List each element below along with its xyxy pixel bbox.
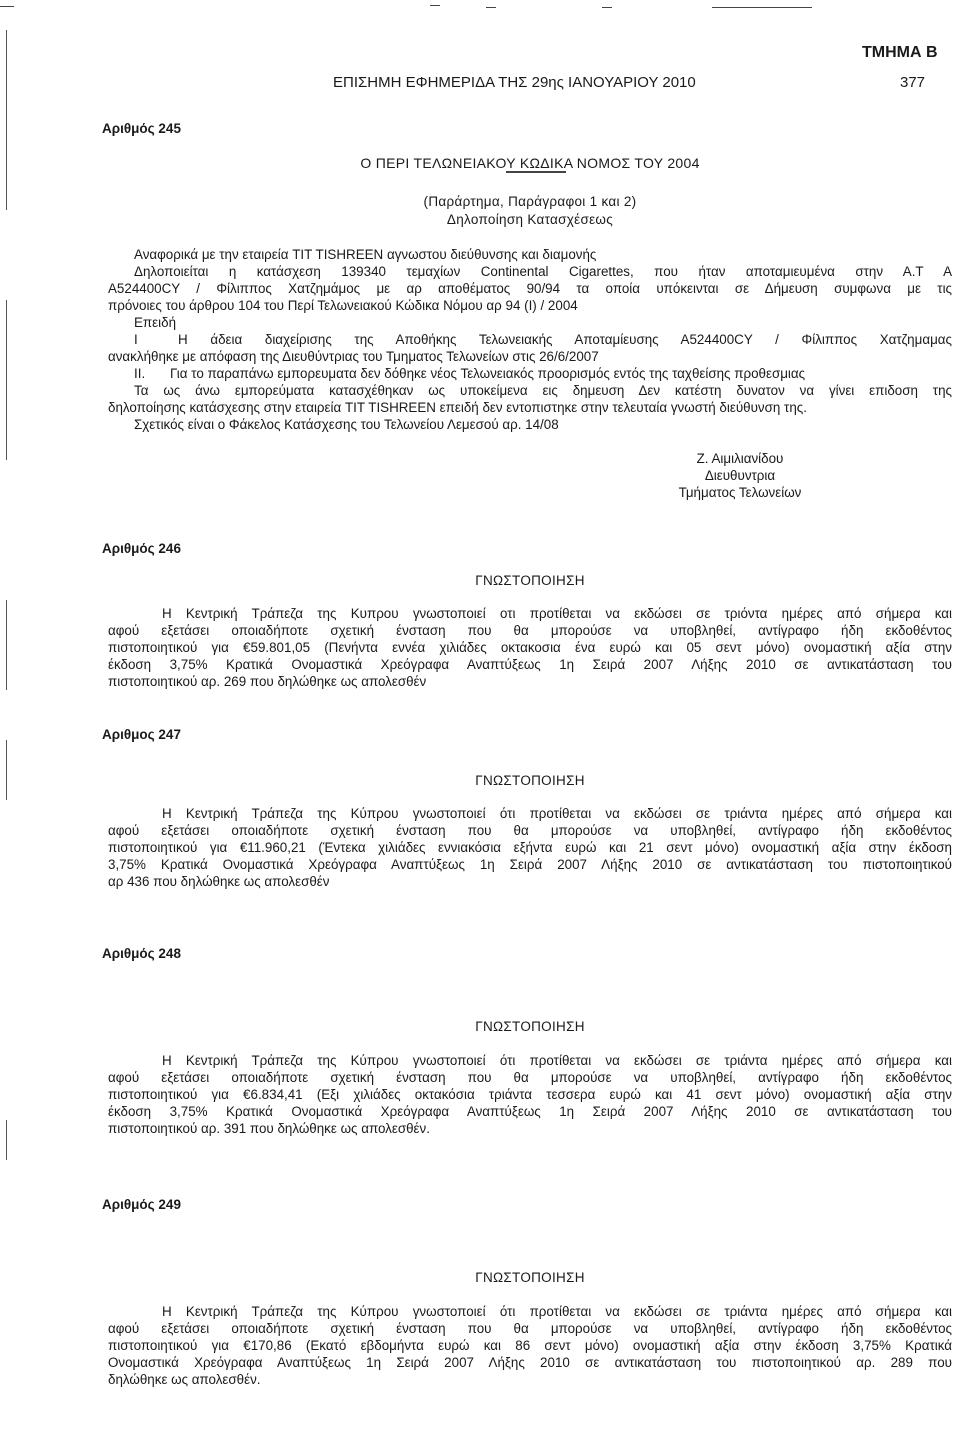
- scan-artifact-line: [486, 7, 496, 8]
- notice-number: Αριθμός 248: [102, 946, 181, 961]
- body-line: ανακλήθηκε με απόφαση της Διευθύντριας του Τμηματος Τελωνείων στις 26/6/2007: [108, 349, 599, 364]
- body-line: Για το παραπάνω εμπορευματα δεν δόθηκε νέος Τελωνειακός προορισμός εντός της ταχθείσης προθεσμιας: [170, 366, 806, 381]
- scan-artifact-bar: [6, 30, 7, 210]
- notice-heading: ΓΝΩΣΤΟΠΟΙΗΣΗ: [475, 1270, 585, 1285]
- signatory-title: Διευθυντρια: [704, 468, 776, 483]
- body-line: πιστοποιητικού για €6.834,41 (Εξι χιλιάδες οκτακόσια τριάντα τεσσερα ευρώ και 41 σεντ μόνο) ονομαστική αξία στην: [108, 1087, 952, 1102]
- body-line: Η Κεντρική Τράπεζα της Κύπρου γνωστοποιεί ότι προτίθεται να εκδώσει σε τριάντα ημέρες από σήμερα και: [162, 806, 952, 821]
- body-line: Η άδεια διαχείρισης της Αποθήκης Τελωνειακής Αποταμίευσης Α524400CY / Φίλιππος Χατζημαμας: [178, 332, 952, 347]
- body-line: Α524400CY / Φίλιππος Χατζημάμος με αρ αποθέματος 90/94 τα οποία υπόκεινται σε Δήμευση συμφωνα με τις: [108, 281, 952, 296]
- list-item: [108, 331, 952, 348]
- body-line: αρ 436 που δηλώθηκε ως απολεσθέν: [108, 874, 330, 889]
- subtitle: Δηλοποίηση Κατασχέσεως: [446, 212, 614, 227]
- signatory-dept: Τμήματος Τελωνείων: [678, 485, 802, 500]
- since-label: Επειδή: [134, 315, 177, 330]
- scan-artifact-line: [0, 6, 14, 7]
- scan-artifact-line: [712, 7, 812, 8]
- body-line: πρόνοιες του άρθρου 104 του Περί Τελωνειακού Κώδικα Νόμου αρ 94 (I) / 2004: [108, 298, 578, 313]
- body-line: Ονομαστικά Χρεόγραφα Αναπτύξεως 1η Σειρά 2007 Λήξης 2010 σε αντικατάσταση του πιστοποιητικού αρ. 289 που: [108, 1355, 952, 1370]
- body-line: πιστοποιητικού αρ. 391 που δηλώθηκε ως απολεσθέν.: [108, 1121, 430, 1136]
- notice-number: Αριθμός 245: [102, 121, 181, 136]
- signatory-name: Ζ. Αιμιλιανίδου: [696, 451, 784, 466]
- body-line: 3,75% Κρατικά Ονομαστικά Χρεόγραφα Αναπτύξεως 1η Σειρά 2007 Λήξης 2010 σε αντικατάσταση του πιστοποιητικού: [108, 857, 952, 872]
- section-label: ΤΜΗΜΑ Β: [862, 44, 938, 61]
- notice-246-body: [108, 605, 952, 690]
- underline: [506, 171, 566, 173]
- notice-248-body: [108, 1052, 952, 1137]
- notice-245-body: [108, 246, 952, 433]
- body-line: δηλώθηκε ως απολεσθέν.: [108, 1372, 261, 1387]
- notice-heading: ΓΝΩΣΤΟΠΟΙΗΣΗ: [475, 773, 585, 788]
- notice-number: Αριθμός 249: [102, 1197, 181, 1212]
- body-line: έκδοση 3,75% Κρατικά Ονομαστικά Χρεόγραφα Αναπτύξεως 1η Σειρά 2007 Λήξης 2010 σε αντικατάσταση του: [108, 657, 952, 672]
- body-line: αφού εξετάσει οποιαδήποτε σχετική ένσταση που θα μπορούσε να υποβληθεί, αντίγραφο ήδη εκδοθέντος: [108, 1070, 952, 1085]
- body-line: Σχετικός είναι ο Φάκελος Κατάσχεσης του Τελωνείου Λεμεσού αρ. 14/08: [134, 417, 559, 432]
- scan-artifact-line: [602, 7, 612, 8]
- page-number: 377: [900, 74, 926, 91]
- list-marker: I: [134, 332, 138, 347]
- body-line: έκδοση 3,75% Κρατικά Ονομαστικά Χρεόγραφα Αναπτύξεως 1η Σειρά 2007 Λήξης 2010 σε αντικατάσταση του: [108, 1104, 952, 1119]
- gazette-title: ΕΠΙΣΗΜΗ ΕΦΗΜΕΡΙΔΑ ΤΗΣ 29ης ΙΑΝΟΥΑΡΙΟΥ 2010: [333, 74, 696, 91]
- notice-heading: ΓΝΩΣΤΟΠΟΙΗΣΗ: [475, 1019, 585, 1034]
- body-line: Η Κεντρική Τράπεζα της Κυπρου γνωστοποιεί οτι προτίθεται να εκδώσει σε τριόντα ημέρες από σήμερα και: [162, 606, 952, 621]
- body-line: Δηλοποιείται η κατάσχεση 139340 τεμαχίων Continental Cigarettes, που ήταν αποταμιευμένα στην Α.Τ Α: [134, 264, 952, 279]
- notice-249-body: [108, 1303, 952, 1388]
- body-line: Αναφορικά με την εταιρεία TIT TISHREEN αγνωστου διεύθυνσης και διαμονής: [134, 247, 597, 262]
- body-line: πιστοποιητικού για €170,86 (Εκατό εβδομήντα ευρώ και 86 σεντ μόνο) ονομαστική αξία στην έκδοση 3,75% Κρατικά: [108, 1338, 952, 1353]
- notice-247-body: [108, 805, 952, 890]
- annex-line: (Παράρτημα, Παράγραφοι 1 και 2): [423, 194, 637, 209]
- scan-artifact-line: [430, 5, 440, 6]
- body-line: Τα ως άνω εμπορεύματα κατασχέθηκαν ως υποκείμενα εις δημευση Δεν κατέστη δυνατον να γίνει επιδοση της: [134, 383, 952, 398]
- list-marker: II.: [134, 366, 146, 381]
- body-line: Η Κεντρική Τράπεζα της Κύπρου γνωστοποιεί ότι προτίθεται να εκδώσει σε τριάντα ημέρες από σήμερα και: [162, 1053, 952, 1068]
- body-line: δηλοποίησης κατάσχεσης στην εταιρεία TIT TISHREEN επειδή δεν εντοπιστηκε στην τελευταία γνωστή διεύθυνση της.: [108, 400, 807, 415]
- notice-number: Αριθμος 247: [102, 727, 181, 742]
- body-line: πιστοποιητικού για €59.801,05 (Πενήντα εννέα χιλιάδες οκτακοσια ένα ευρώ και 05 σεντ μόνο) ονομαστική αξία στην: [108, 640, 952, 655]
- scan-artifact-bar: [6, 600, 7, 690]
- body-line: αφού εξετάσει οποιαδήποτε σχετική ένσταση που θα μπορούσε να υποβληθεί, αντίγραφο ήδη εκδοθέντος: [108, 823, 952, 838]
- scan-artifact-bar: [6, 1120, 7, 1160]
- body-line: αφού εξετάσει οποιαδήποτε σχετική ένσταση που θα μπορούσε να υποβληθεί, αντίγραφο ήδη εκδοθέντος: [108, 623, 952, 638]
- scan-artifact-bar: [6, 300, 7, 460]
- signature-block: [660, 450, 820, 501]
- notice-heading: ΓΝΩΣΤΟΠΟΙΗΣΗ: [475, 573, 585, 588]
- law-title: Ο ΠΕΡΙ ΤΕΛΩΝΕΙΑΚΟΥ ΚΩΔΙΚΑ ΝΟΜΟΣ ΤΟΥ 2004: [360, 155, 700, 171]
- body-line: αφού εξετάσει οποιαδήποτε σχετική ένσταση που θα μπορούσε να υποβληθεί, αντίγραφο ήδη εκδοθέντος: [108, 1321, 952, 1336]
- body-line: Η Κεντρική Τράπεζα της Κύπρου γνωστοποιεί ότι προτίθεται να εκδώσει σε τριάντα ημέρες από σήμερα και: [162, 1304, 952, 1319]
- scan-artifact-bar: [6, 740, 7, 800]
- list-item: [108, 365, 952, 382]
- body-line: πιστοποιητικού για €11.960,21 (Έντεκα χιλιάδες εννιακόσια εξήντα ευρώ και 21 σεντ μόνο) ονομαστική αξία στην έκδοση: [108, 840, 952, 855]
- notice-number: Αριθμός 246: [102, 541, 181, 556]
- body-line: πιστοποιητικού αρ. 269 που δηλώθηκε ως απολεσθέν: [108, 674, 427, 689]
